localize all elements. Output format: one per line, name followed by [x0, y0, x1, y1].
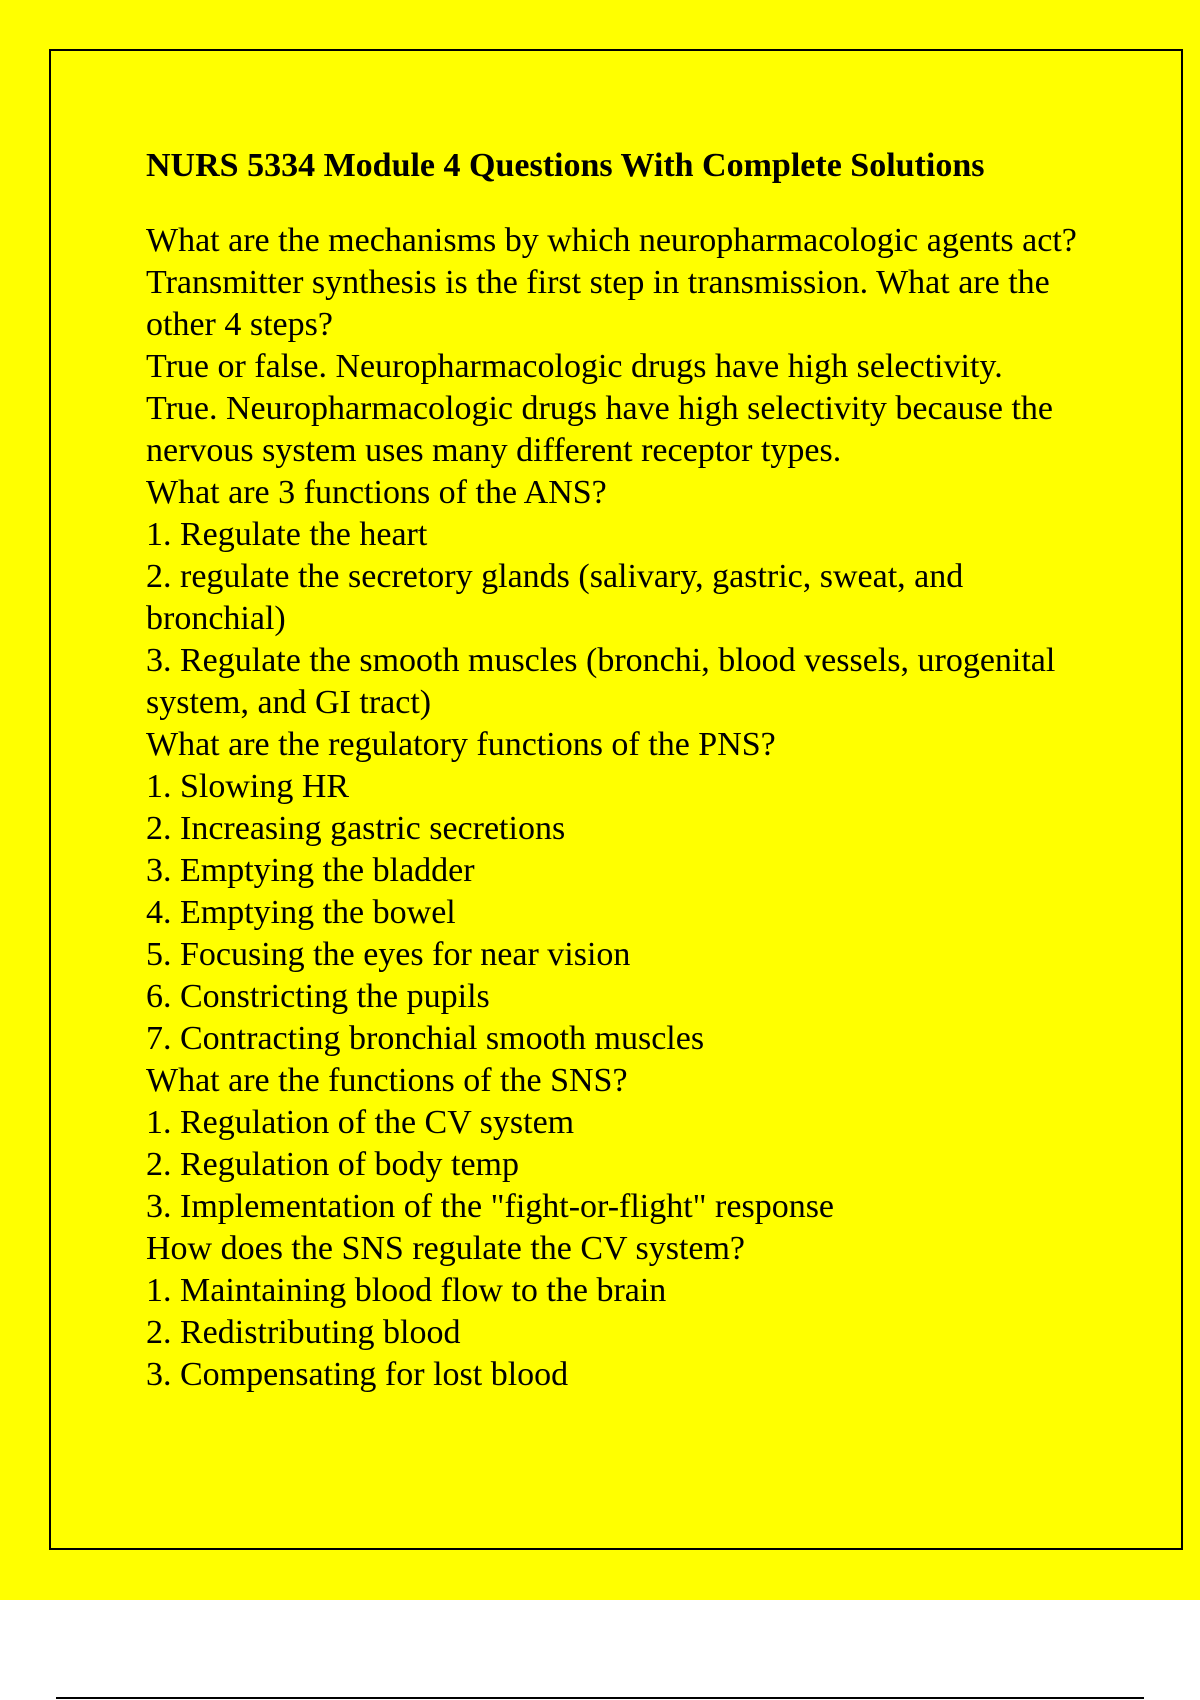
- answer-item: 3. Regulate the smooth muscles (bronchi, blood vessels, urogenital system, and GI tract): [146, 642, 1056, 721]
- answer-item: 3. Implementation of the "fight-or-flight" response: [146, 1188, 835, 1225]
- question-line: What are the functions of the SNS?: [146, 1062, 628, 1099]
- answer-item: 2. Increasing gastric secretions: [146, 810, 566, 847]
- answer-line: True. Neuropharmacologic drugs have high selectivity because the nervous system uses many different receptor types.: [146, 390, 1054, 469]
- question-line: How does the SNS regulate the CV system?: [146, 1230, 746, 1267]
- answer-item: 7. Contracting bronchial smooth muscles: [146, 1020, 705, 1057]
- answer-item: 2. regulate the secretory glands (salivary, gastric, sweat, and bronchial): [146, 558, 964, 637]
- answer-item: 1. Maintaining blood flow to the brain: [146, 1272, 667, 1309]
- answer-item: 1. Regulation of the CV system: [146, 1104, 575, 1141]
- question-line: What are the regulatory functions of the PNS?: [146, 726, 776, 763]
- answer-item: 1. Slowing HR: [146, 768, 350, 805]
- answer-item: 2. Regulation of body temp: [146, 1146, 520, 1183]
- footer-divider: [56, 1697, 1144, 1699]
- question-line: What are 3 functions of the ANS?: [146, 474, 607, 511]
- answer-item: 6. Constricting the pupils: [146, 978, 490, 1015]
- answer-item: 5. Focusing the eyes for near vision: [146, 936, 631, 973]
- answer-item: 2. Redistributing blood: [146, 1314, 461, 1351]
- answer-item: 3. Emptying the bladder: [146, 852, 475, 889]
- question-line: Transmitter synthesis is the first step in transmission. What are the other 4 steps?: [146, 264, 1050, 343]
- document-body: [146, 140, 1086, 1396]
- document-title: NURS 5334 Module 4 Questions With Complete Solutions: [146, 147, 985, 184]
- question-line: True or false. Neuropharmacologic drugs have high selectivity.: [146, 348, 1003, 385]
- answer-item: 4. Emptying the bowel: [146, 894, 456, 931]
- answer-item: 3. Compensating for lost blood: [146, 1356, 569, 1393]
- question-line: What are the mechanisms by which neuropharmacologic agents act?: [146, 222, 1077, 259]
- answer-item: 1. Regulate the heart: [146, 516, 428, 553]
